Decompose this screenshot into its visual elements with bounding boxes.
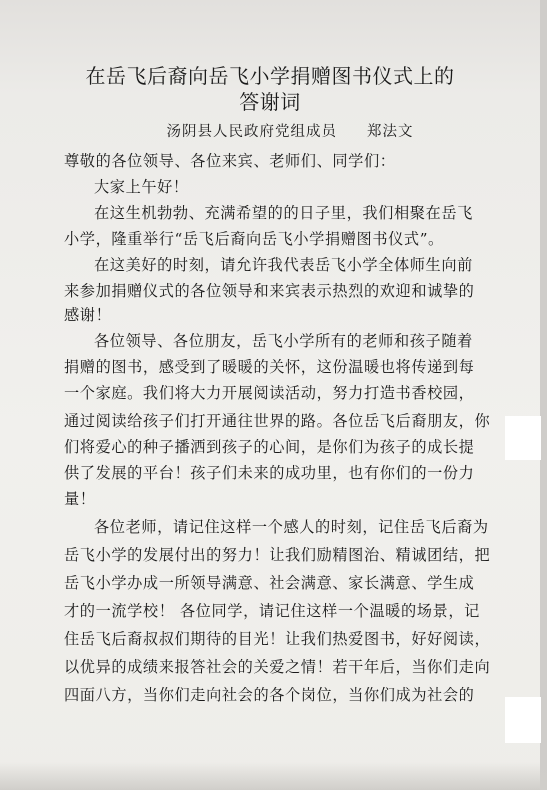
salutation: 尊敬的各位领导、各位来宾、老师们、同学们： (64, 152, 396, 170)
text-line: 在这生机勃勃、充满希望的的日子里，我们相聚在岳飞 (94, 204, 473, 222)
text-line: 才的一流学校！ 各位同学，请记住这样一个温暖的场景，记 (64, 602, 480, 620)
paper-tab (505, 697, 541, 743)
text-line: 四面八方，当你们走向社会的各个岗位，当你们成为社会的 (64, 686, 475, 704)
text-line: 感谢！ (64, 306, 112, 324)
text-line: 一个家庭。我们将大力开展阅读活动，努力打造书香校园， (64, 384, 475, 402)
text-line: 小学，隆重举行“岳飞后裔向岳飞小学捐赠图书仪式”。 (64, 230, 444, 248)
author-name: 郑法文 (367, 124, 414, 140)
author-org: 汤阴县人民政府党组成员 (166, 124, 337, 140)
text-line: 量！ (64, 490, 96, 508)
text-line: 通过阅读给孩子们打开通往世界的路。各位岳飞后裔朋友，你 (64, 412, 491, 430)
document-title: 在岳飞后裔向岳飞小学捐赠图书仪式上的 (85, 64, 455, 88)
scan-edge (540, 0, 547, 790)
text-line: 岳飞小学的发展付出的努力！让我们励精图治、精诚团结，把 (64, 546, 491, 564)
text-line: 各位领导、各位朋友，岳飞小学所有的老师和孩子随着 (94, 332, 473, 350)
document-title-line2: 答谢词 (239, 90, 301, 114)
greeting: 大家上午好！ (94, 178, 189, 196)
text-line: 以优异的成绩来报答社会的关爱之情！若干年后，当你们走向 (64, 658, 491, 676)
scan-shadow (0, 762, 547, 790)
text-line: 捐赠的图书，感受到了暖暖的关怀，这份温暖也将传递到每 (64, 358, 475, 376)
author-line (120, 120, 460, 141)
paper-tab (505, 416, 541, 460)
text-line: 们将爱心的种子播洒到孩子的心间，是你们为孩子的成长提 (64, 438, 475, 456)
text-line: 供了发展的平台！孩子们未来的成功里，也有你们的一份力 (64, 464, 475, 482)
text-line: 岳飞小学办成一所领导满意、社会满意、家长满意、学生成 (64, 574, 475, 592)
text-line: 各位老师，请记住这样一个感人的时刻，记住岳飞后裔为 (94, 518, 489, 536)
text-line: 住岳飞后裔叔叔们期待的目光！让我们热爱图书，好好阅读， (64, 630, 491, 648)
text-line: 在这美好的时刻，请允许我代表岳飞小学全体师生向前 (94, 256, 473, 274)
text-line: 来参加捐赠仪式的各位领导和来宾表示热烈的欢迎和诚挚的 (64, 282, 475, 300)
